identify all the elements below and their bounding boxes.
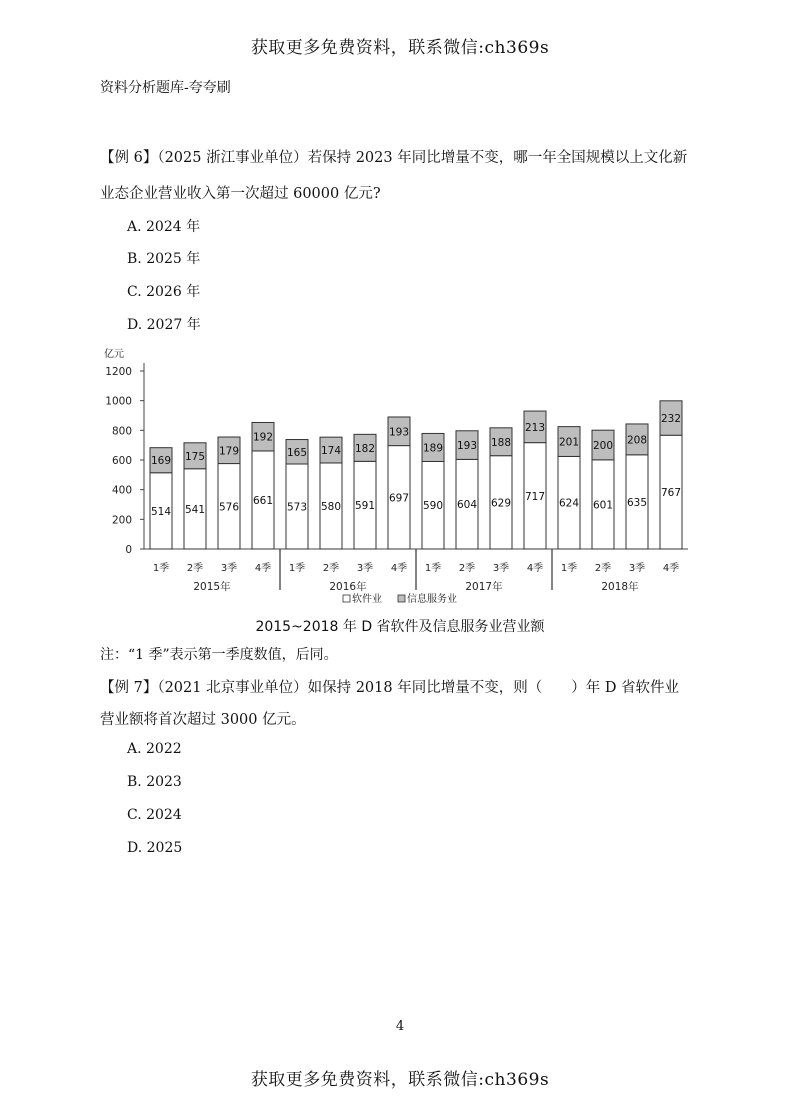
data-label-info-service: 192 — [252, 431, 274, 444]
data-label-software: 661 — [252, 494, 274, 507]
question-7-option-a: A. 2022 — [127, 741, 182, 757]
top-banner: 获取更多免费资料，联系微信:ch369s — [250, 38, 550, 58]
data-label-software: 580 — [320, 500, 342, 513]
x-tick-label: 2季 — [186, 563, 204, 574]
data-label-info-service: 193 — [388, 426, 410, 439]
x-tick-label: 3季 — [220, 563, 238, 574]
x-tick-label: 2季 — [594, 563, 612, 574]
legend-label-info-service: 信息服务业 — [407, 594, 457, 605]
data-label-info-service: 232 — [660, 413, 682, 426]
question-7-option-d: D. 2025 — [127, 840, 183, 856]
y-unit-label: 亿元 — [104, 349, 124, 360]
question-7-line-1: 【例 7】（2021 北京事业单位）如保持 2018 年同比增量不变，则（ ）年 D 省软件业 — [100, 680, 680, 696]
x-tick-label: 2季 — [458, 563, 476, 574]
x-tick-label: 4季 — [662, 563, 680, 574]
y-tick-label: 800 — [111, 425, 132, 438]
data-label-info-service: 193 — [456, 440, 478, 453]
data-label-software: 604 — [456, 499, 478, 512]
x-tick-label: 1季 — [560, 563, 578, 574]
bottom-banner: 获取更多免费资料，联系微信:ch369s — [250, 1070, 550, 1090]
data-label-software: 576 — [218, 501, 240, 514]
y-tick-label: 1200 — [105, 366, 132, 378]
chart-note: 注：“1 季”表示第一季度数值，后同。 — [100, 647, 338, 663]
legend-label-software: 软件业 — [352, 594, 382, 605]
y-tick-label: 600 — [111, 455, 132, 467]
year-label: 2017年 — [465, 581, 503, 593]
year-label: 2015年 — [193, 581, 231, 593]
data-label-info-service: 189 — [422, 442, 444, 455]
question-6-option-a: A. 2024 年 — [127, 219, 201, 235]
x-tick-label: 2季 — [322, 563, 340, 574]
data-label-software: 601 — [592, 499, 614, 512]
page-header: 资料分析题库-夸夸刷 — [100, 80, 231, 96]
data-label-info-service: 213 — [524, 421, 546, 434]
stacked-bar-chart — [0, 340, 800, 615]
data-label-info-service: 169 — [150, 455, 172, 468]
data-label-info-service: 174 — [320, 445, 342, 458]
legend-swatch-info-service — [398, 595, 405, 602]
x-tick-label: 4季 — [526, 563, 544, 574]
data-label-info-service: 200 — [592, 440, 614, 453]
data-label-software: 697 — [388, 492, 410, 505]
x-tick-label: 4季 — [254, 563, 272, 574]
legend-swatch-software — [343, 595, 350, 602]
x-tick-label: 4季 — [390, 563, 408, 574]
data-label-software: 590 — [422, 500, 444, 513]
data-label-software: 573 — [286, 501, 308, 514]
x-tick-label: 1季 — [288, 563, 306, 574]
question-7-option-c: C. 2024 — [127, 807, 182, 823]
data-label-software: 591 — [354, 500, 376, 513]
page-number: 4 — [395, 1019, 405, 1034]
data-label-info-service: 175 — [184, 450, 206, 463]
y-tick-label: 1000 — [105, 395, 132, 408]
y-tick-label: 400 — [111, 484, 132, 497]
question-7-line-2: 营业额将首次超过 3000 亿元。 — [100, 712, 306, 728]
question-6-option-d: D. 2027 年 — [127, 317, 201, 333]
question-6-line-2: 业态企业营业收入第一次超过 60000 亿元? — [100, 186, 381, 202]
data-label-software: 514 — [150, 505, 172, 518]
data-label-software: 635 — [626, 496, 648, 509]
data-label-software: 624 — [558, 497, 580, 510]
x-tick-label: 3季 — [356, 563, 374, 574]
x-tick-label: 1季 — [152, 563, 170, 574]
data-label-info-service: 165 — [286, 446, 308, 459]
data-label-info-service: 182 — [354, 442, 376, 455]
data-label-software: 629 — [490, 497, 512, 510]
year-label: 2016年 — [329, 581, 367, 593]
data-label-info-service: 208 — [626, 434, 648, 447]
data-label-info-service: 201 — [558, 436, 580, 449]
data-label-software: 717 — [524, 490, 546, 503]
question-6-line-1: 【例 6】（2025 浙江事业单位）若保持 2023 年同比增量不变，哪一年全国规模以上文化新 — [100, 150, 688, 166]
data-label-info-service: 188 — [490, 436, 512, 449]
data-label-software: 541 — [184, 503, 206, 516]
question-6-option-b: B. 2025 年 — [127, 251, 201, 267]
data-label-info-service: 179 — [218, 445, 240, 458]
x-tick-label: 3季 — [628, 563, 646, 574]
question-7-option-b: B. 2023 — [127, 774, 182, 790]
chart-title: 2015~2018 年 D 省软件及信息服务业营业额 — [255, 619, 545, 635]
y-tick-label: 0 — [125, 544, 132, 556]
y-tick-label: 200 — [111, 514, 132, 527]
data-label-software: 767 — [660, 487, 682, 500]
year-label: 2018年 — [601, 581, 639, 593]
x-tick-label: 3季 — [492, 563, 510, 574]
question-6-option-c: C. 2026 年 — [127, 284, 201, 300]
x-tick-label: 1季 — [424, 563, 442, 574]
